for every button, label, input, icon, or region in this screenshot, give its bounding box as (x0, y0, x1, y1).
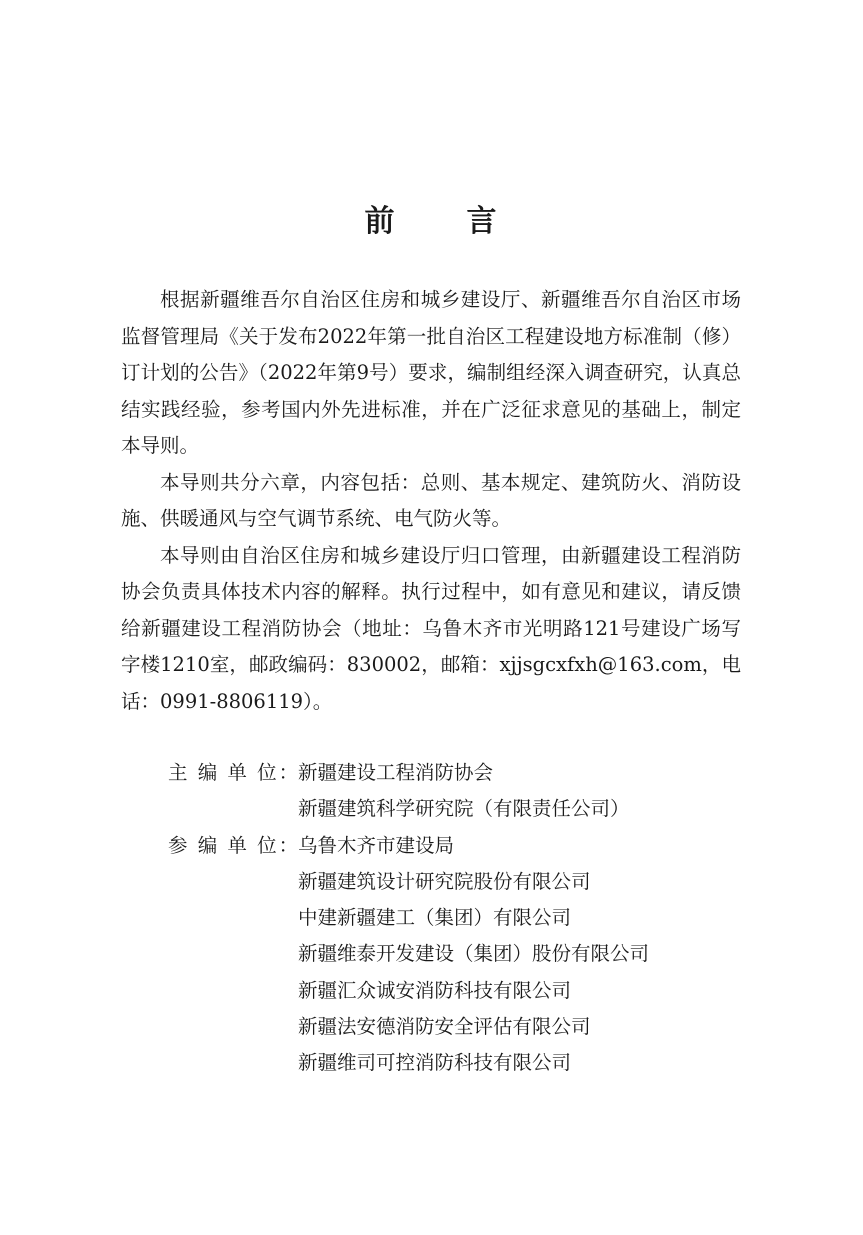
units-section (168, 755, 768, 1082)
participating-unit-2: 新疆建筑设计研究院股份有限公司 (298, 869, 591, 893)
foreword-body (121, 282, 741, 720)
chief-unit-2: 新疆建筑科学研究院（有限责任公司） (298, 797, 630, 821)
participating-unit-5: 新疆汇众诚安消防科技有限公司 (298, 978, 572, 1002)
chief-units-label: 主 编 单 位： (168, 761, 301, 784)
chief-units-row (168, 755, 768, 828)
participating-unit-7: 新疆维司可控消防科技有限公司 (298, 1051, 572, 1075)
participating-unit-4: 新疆维泰开发建设（集团）股份有限公司 (298, 942, 650, 966)
participating-unit-6: 新疆法安德消防安全评估有限公司 (298, 1015, 591, 1039)
participating-unit-3: 中建新疆建工（集团）有限公司 (298, 906, 572, 930)
participating-units-label: 参 编 单 位： (168, 833, 301, 857)
chief-unit-1: 新疆建设工程消防协会 (298, 761, 494, 784)
title-char-1: 前 (364, 204, 397, 239)
paragraph-3: 本导则由自治区住房和城乡建设厅归口管理，由新疆建设工程消防协会负责具体技术内容的解释。执行过程中，如有意见和建议，请反馈给新疆建设工程消防协会（地址：乌鲁木齐市光明路121号建设广场写字楼1210室，邮政编码：830002，邮箱：xjjsgcxfxh@163.com，电话：0991-8806119）。 (121, 543, 741, 713)
participating-unit-1: 乌鲁木齐市建设局 (298, 833, 455, 857)
paragraph-2: 本导则共分六章，内容包括：总则、基本规定、建筑防火、消防设施、供暖通风与空气调节系统、电气防火等。 (121, 470, 741, 530)
participating-units-row (168, 828, 768, 1082)
paragraph-1: 根据新疆维吾尔自治区住房和城乡建设厅、新疆维吾尔自治区市场监督管理局《关于发布2022年第一批自治区工程建设地方标准制（修）订计划的公告》（2022年第9号）要求，编制组经深入调查研究，认真总结实践经验，参考国内外先进标准，并在广泛征求意见的基础上，制定本导则。 (121, 288, 741, 457)
title-char-2: 言 (466, 204, 499, 239)
chief-units-list (298, 755, 630, 828)
participating-units-list (298, 828, 649, 1082)
page-title (0, 196, 863, 240)
